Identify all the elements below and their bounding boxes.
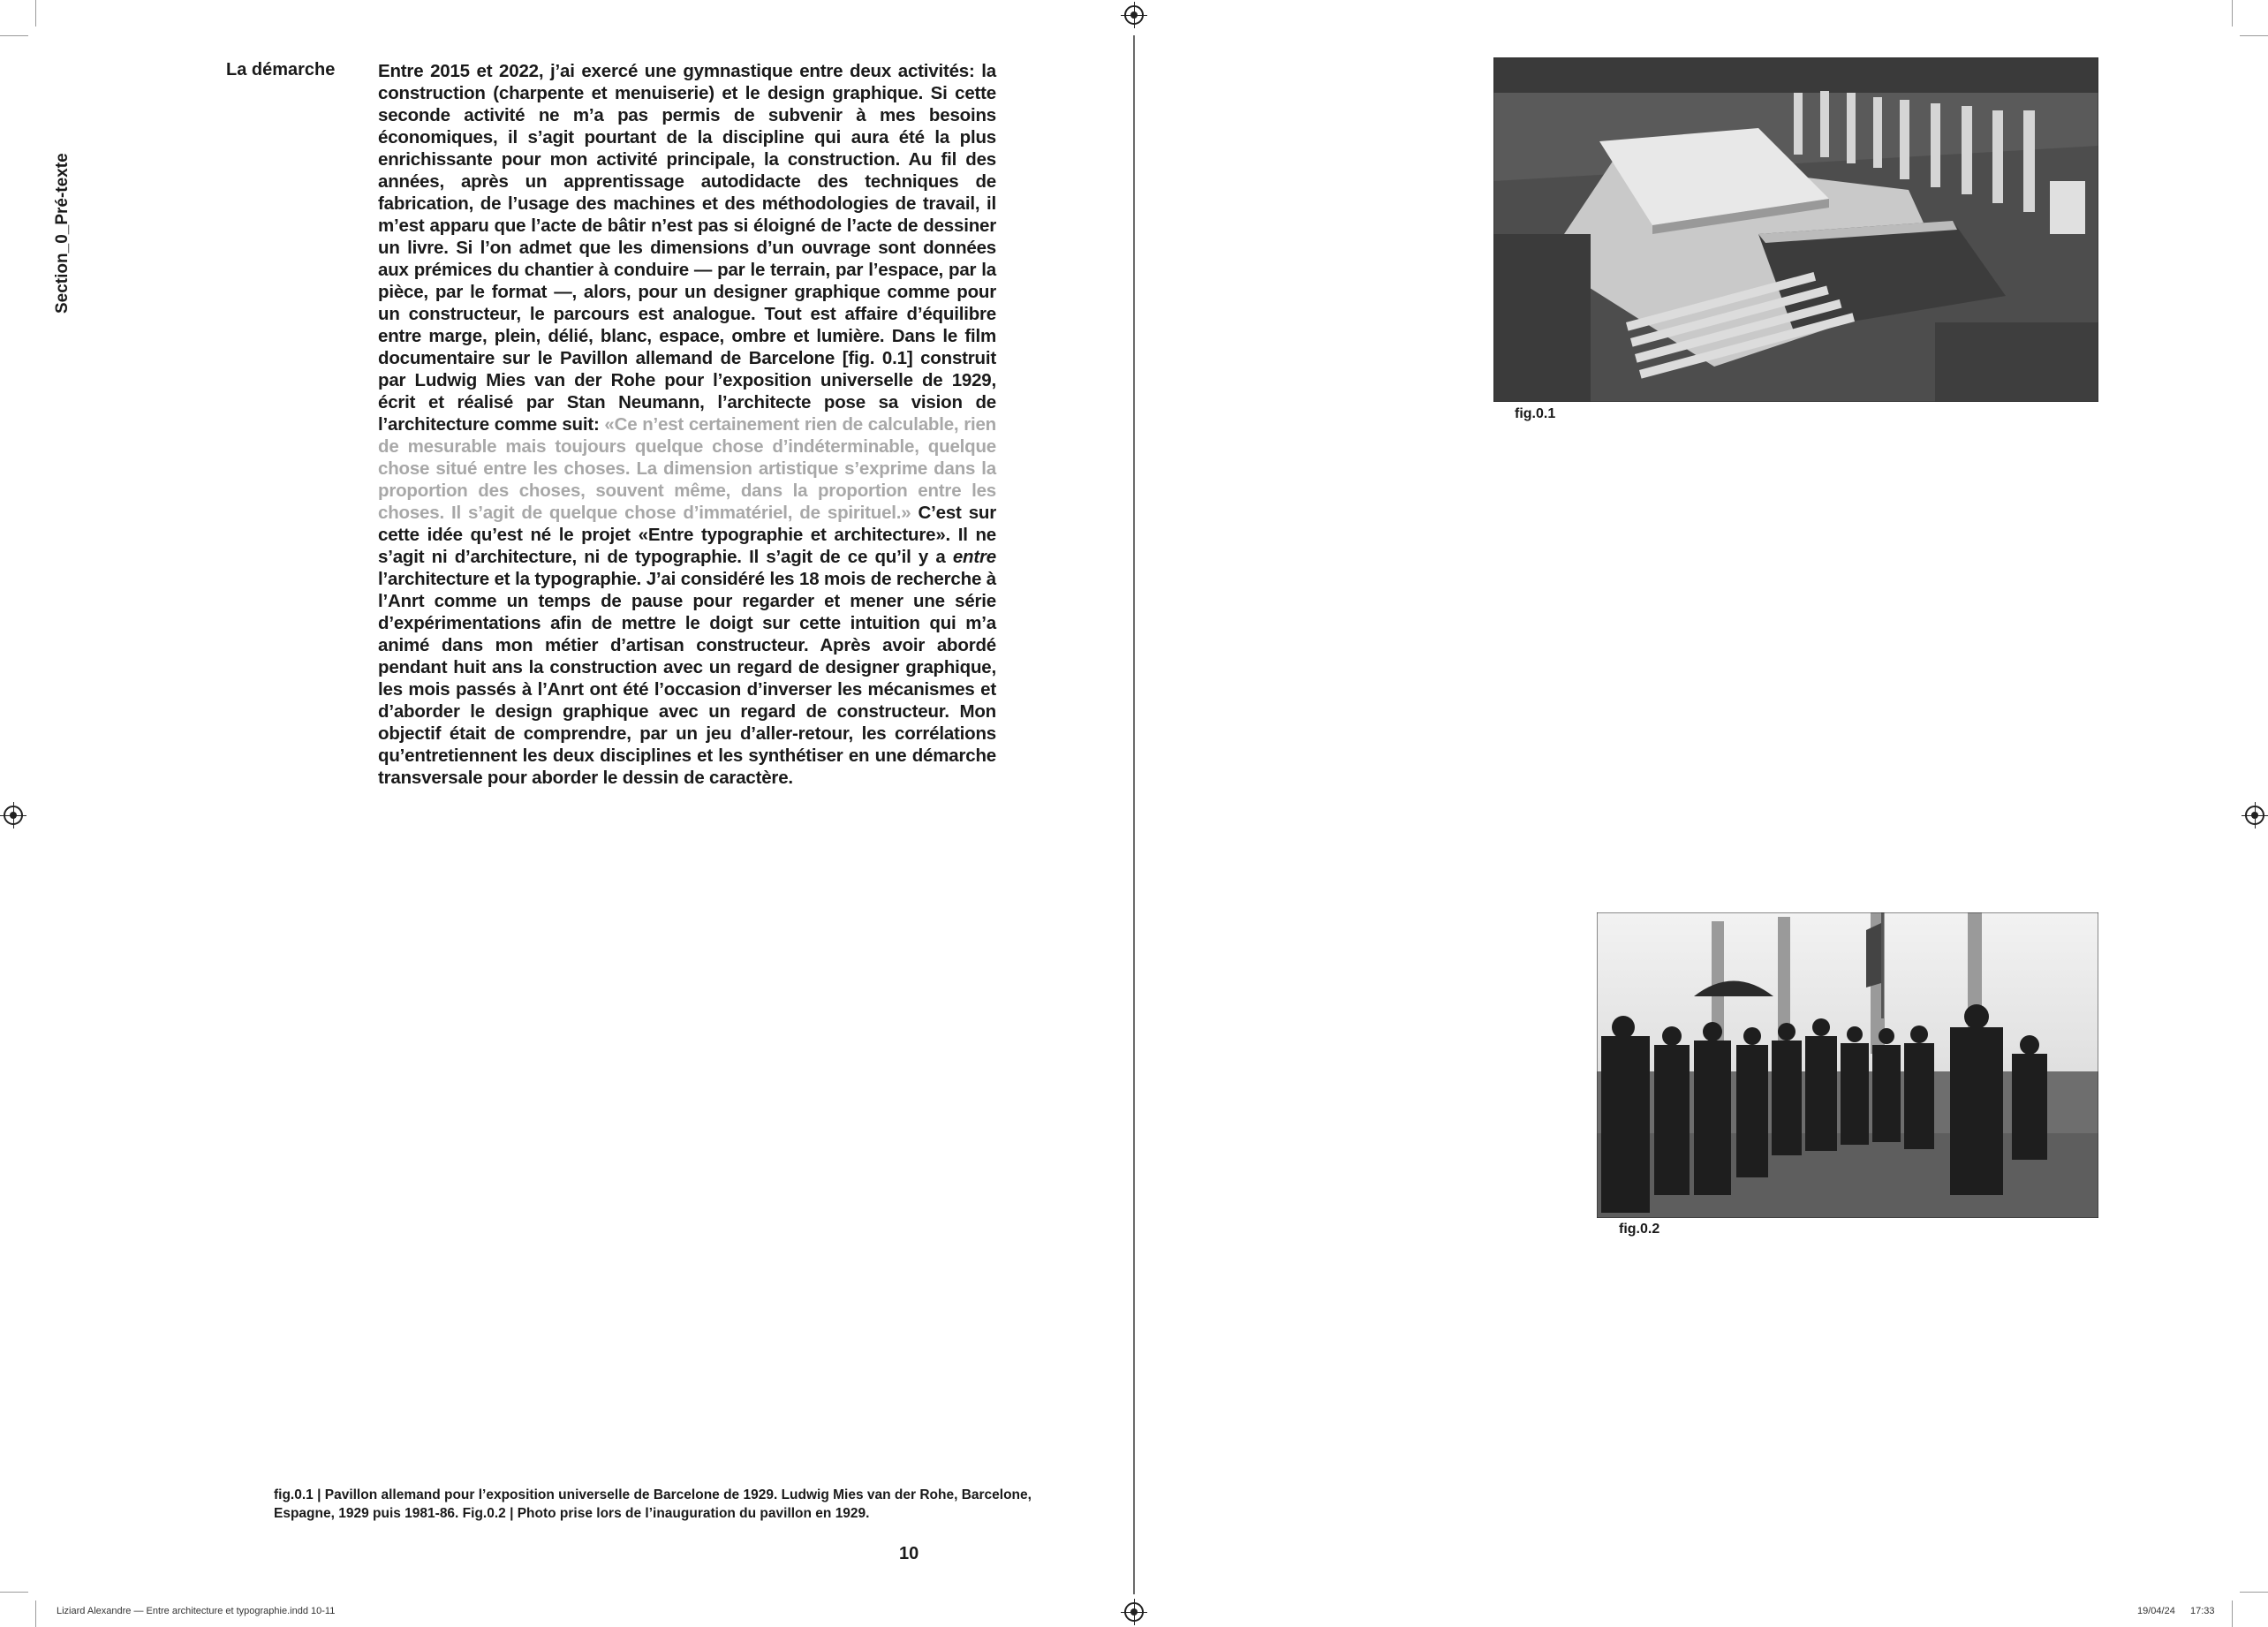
body-text-part3: l’architecture et la typographie. J’ai considéré les 18 mois de recherche à l’Anrt comme un temps de pause pour regarder et mener une série d’expérimentations afin de mettre le doigt sur cette intuition qui m’a animé dans mon métier d’artisan constructeur. Après avoir abordé pendant huit ans la construction avec un regard de designer graphique, les mois passés à l’Anrt ont été l’occasion d’inverser les mécanismes et d’aborder le design graphique avec un regard de constructeur. Mon objectif était de comprendre, par un jeu d’aller-retour, les corrélations qu’entretiennent les deux disciplines et les synthétiser en une démarche transversale pour aborder le dessin de caractère. xyxy=(378,569,996,788)
slug-filename: Liziard Alexandre — Entre architecture et typographie.indd 10-11 xyxy=(57,1606,336,1616)
section-heading: La démarche xyxy=(226,60,336,79)
registration-mark-bottom-icon xyxy=(1124,1602,1144,1622)
body-text-part2: C’est sur cette idée qu’est né le projet «Entre typographie et architecture». Il ne s’agit ni d’architecture, ni de typographie. Il s’agit de ce qu’il y a xyxy=(378,503,996,567)
body-text-part1: Entre 2015 et 2022, j’ai exercé une gymnastique entre deux activités: la construction (charpente et menuiserie) et le design graphique. Si cette seconde activité ne m’a pas permis de subvenir à mes besoins économiques, il s’agit pourtant de la discipline qui aura été la plus enrichissante pour mon activité principale, la construction. Au fil des années, après un apprentissage autodidacte des techniques de fabrication, de l’usage des machines et des méthodologies de travail, il m’est apparu que l’acte de bâtir n’est pas si éloigné de l’acte de dessiner un livre. Si l’on admet que les dimensions d’un ouvrage sont données aux prémices du chantier à conduire — par le terrain, par l’espace, par la pièce, par le format —, alors, pour un designer graphique comme pour un constructeur, le parcours est analogue. Tout est affaire d’équilibre entre marge, plein, délié, blanc, espace, ombre et lumière. Dans le film documentaire sur le Pavillon allemand de Barcelone [fig. 0.1] construit par Ludwig Mies van der Rohe pour l’exposition universelle de 1929, écrit et réalisé par Stan Neumann, l’architecte pose sa vision de l’architecture comme suit: xyxy=(378,61,996,435)
slug-date: 19/04/24 xyxy=(2137,1606,2175,1616)
registration-mark-top-icon xyxy=(1124,5,1144,25)
figure-caption: fig.0.1 | Pavillon allemand pour l’exposition universelle de Barcelone de 1929. Ludwig Mies van der Rohe, Barcelone, Espagne, 1929 puis 1981-86. Fig.0.2 | Photo prise lors de l’inauguration du pavillon en 1929. xyxy=(274,1487,1032,1521)
section-label: Section_0_Pré-texte xyxy=(53,153,72,314)
registration-mark-left-icon xyxy=(4,806,23,825)
page-number: 10 xyxy=(899,1544,919,1563)
mies-quote: «Ce n’est certainement rien de calculable, rien de mesurable mais toujours quelque chose d’indéterminable, quelque chose situé entre les choses. La dimension artistique s’exprime dans la proportion des choses, souvent même, dans la proportion entre les choses. Il s’agit de quelque chose d’immatériel, de spirituel.» xyxy=(378,414,996,523)
body-text-emphasis: entre xyxy=(952,547,996,567)
fig1-label: fig.0.1 xyxy=(1515,406,1556,421)
fig2-label: fig.0.2 xyxy=(1619,1222,1660,1237)
inauguration-photo xyxy=(1597,912,2098,1218)
body-paragraph xyxy=(378,60,996,789)
spread-gutter xyxy=(1133,35,1135,1594)
registration-mark-right-icon xyxy=(2245,806,2264,825)
slug-time: 17:33 xyxy=(2190,1606,2215,1616)
pavilion-photo xyxy=(1493,57,2098,402)
